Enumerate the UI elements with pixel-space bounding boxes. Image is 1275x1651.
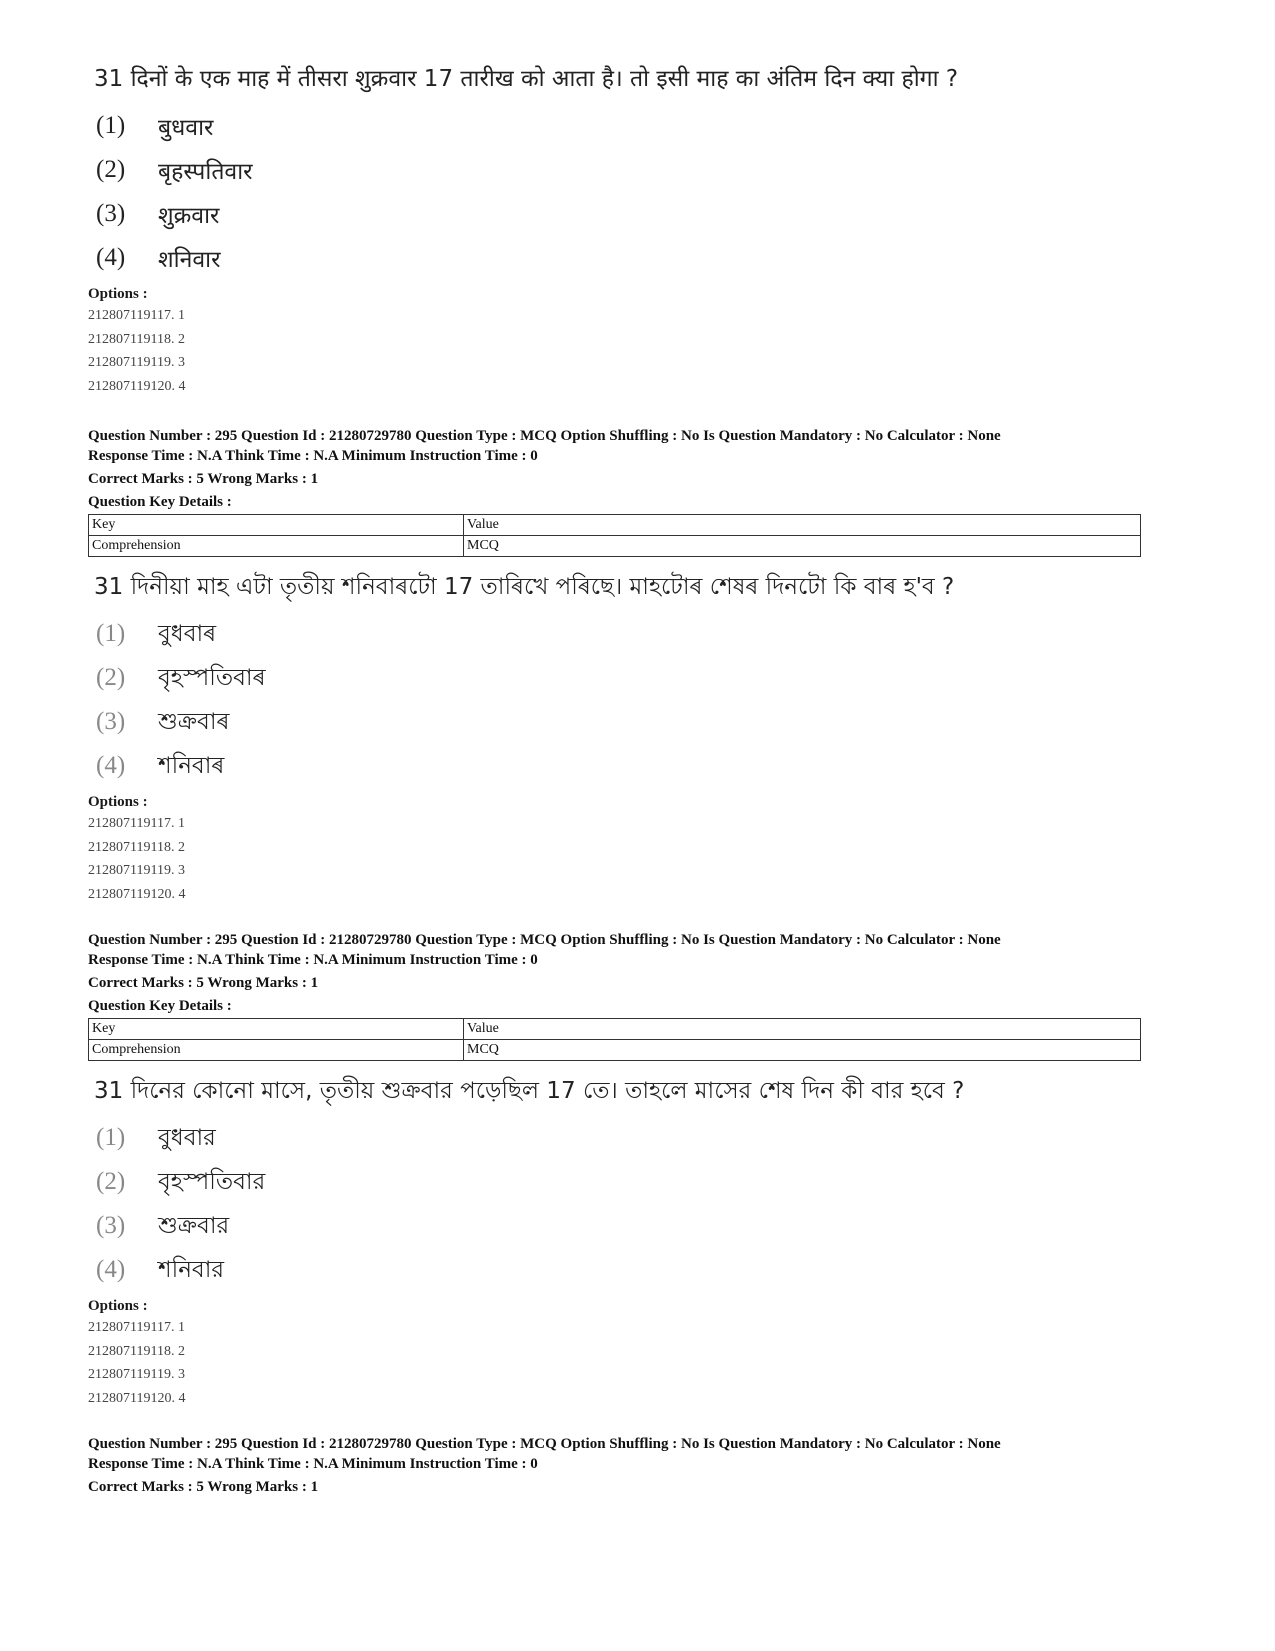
key-details-table xyxy=(88,1018,1141,1061)
option-id: 212807119119. 3 xyxy=(88,1367,185,1382)
option-number: (2) xyxy=(96,664,126,691)
option-2 xyxy=(96,656,1188,700)
option-number: (1) xyxy=(96,620,126,647)
option-number: (1) xyxy=(96,112,126,139)
option-text: শুক্ৰবাৰ xyxy=(158,708,230,735)
option-2 xyxy=(96,1160,1188,1204)
table-cell: Key xyxy=(89,515,464,536)
option-id: 212807119119. 3 xyxy=(88,355,185,370)
meta-line: Question Number : 295 Question Id : 21280729780 Question Type : MCQ Option Shuffling : No Is Question Mandatory : No Calculator : None xyxy=(88,1436,1001,1452)
option-3 xyxy=(96,700,1188,744)
option-3 xyxy=(96,192,1188,236)
option-text: বৃহস্পতিবাৰ xyxy=(158,664,266,691)
option-id: 212807119117. 1 xyxy=(88,1320,185,1335)
table-cell: MCQ xyxy=(464,1040,1141,1061)
table-cell: MCQ xyxy=(464,536,1141,557)
option-number: (1) xyxy=(96,1124,126,1151)
options-label: Options : xyxy=(88,794,148,810)
table-row xyxy=(89,536,1141,557)
question-text: 31 দিনের কোনো মাসে, তৃতীয় শুক্রবার পড়েছিল 17 তে। তাহলে মাসের শেষ দিন কী বার হবে ? xyxy=(94,1078,965,1104)
option-number: (4) xyxy=(96,752,126,779)
option-text: বৃহস্পতিবার xyxy=(158,1168,266,1195)
table-cell: Key xyxy=(89,1019,464,1040)
option-text: শনিবার xyxy=(158,1256,225,1283)
key-details-table xyxy=(88,514,1141,557)
option-text: बृहस्पतिवार xyxy=(158,159,253,185)
option-id: 212807119117. 1 xyxy=(88,816,185,831)
option-number: (3) xyxy=(96,200,126,227)
question-meta xyxy=(88,426,1188,557)
option-1 xyxy=(96,1116,1188,1160)
option-text: বুধবাৰ xyxy=(158,620,217,647)
question-block-assamese xyxy=(88,572,1188,906)
meta-line: Question Key Details : xyxy=(88,494,232,510)
meta-line: Response Time : N.A Think Time : N.A Minimum Instruction Time : 0 xyxy=(88,952,538,968)
option-number: (4) xyxy=(96,244,126,271)
option-id: 212807119120. 4 xyxy=(88,1390,186,1406)
question-block-hindi xyxy=(88,64,1188,398)
option-text: শনিবাৰ xyxy=(158,752,225,779)
table-row xyxy=(89,1019,1141,1040)
option-id: 212807119118. 2 xyxy=(88,839,185,855)
question-text: 31 दिनों के एक माह में तीसरा शुक्रवार 17 तारीख को आता है। तो इसी माह का अंतिम दिन क्या होगा ? xyxy=(94,66,959,92)
meta-line: Correct Marks : 5 Wrong Marks : 1 xyxy=(88,975,319,991)
option-id: 212807119119. 3 xyxy=(88,863,185,878)
option-id: 212807119120. 4 xyxy=(88,886,186,902)
meta-line: Response Time : N.A Think Time : N.A Minimum Instruction Time : 0 xyxy=(88,448,538,464)
option-id: 212807119118. 2 xyxy=(88,1343,185,1359)
option-text: শুক্রবার xyxy=(158,1212,230,1239)
meta-line: Question Number : 295 Question Id : 21280729780 Question Type : MCQ Option Shuffling : No Is Question Mandatory : No Calculator : None xyxy=(88,428,1001,444)
table-cell: Comprehension xyxy=(89,536,464,557)
option-1 xyxy=(96,104,1188,148)
meta-line: Response Time : N.A Think Time : N.A Minimum Instruction Time : 0 xyxy=(88,1456,538,1472)
option-number: (2) xyxy=(96,1168,126,1195)
option-text: शनिवार xyxy=(158,247,221,273)
option-4 xyxy=(96,744,1188,788)
table-row xyxy=(89,1040,1141,1061)
option-4 xyxy=(96,1248,1188,1292)
option-text: बुधवार xyxy=(158,115,214,141)
option-number: (2) xyxy=(96,156,126,183)
table-cell: Value xyxy=(464,1019,1141,1040)
option-1 xyxy=(96,612,1188,656)
option-text: বুধবার xyxy=(158,1124,216,1151)
question-meta xyxy=(88,930,1188,1061)
option-2 xyxy=(96,148,1188,192)
option-id: 212807119118. 2 xyxy=(88,331,185,347)
option-3 xyxy=(96,1204,1188,1248)
meta-line: Correct Marks : 5 Wrong Marks : 1 xyxy=(88,471,319,487)
table-row xyxy=(89,515,1141,536)
table-cell: Comprehension xyxy=(89,1040,464,1061)
option-number: (4) xyxy=(96,1256,126,1283)
option-id: 212807119120. 4 xyxy=(88,378,186,394)
option-4 xyxy=(96,236,1188,280)
options-label: Options : xyxy=(88,1298,148,1314)
table-cell: Value xyxy=(464,515,1141,536)
question-meta xyxy=(88,1434,1188,1497)
meta-line: Correct Marks : 5 Wrong Marks : 1 xyxy=(88,1479,319,1495)
meta-line: Question Key Details : xyxy=(88,998,232,1014)
option-number: (3) xyxy=(96,1212,126,1239)
meta-line: Question Number : 295 Question Id : 21280729780 Question Type : MCQ Option Shuffling : No Is Question Mandatory : No Calculator : None xyxy=(88,932,1001,948)
question-block-bengali xyxy=(88,1076,1188,1410)
option-number: (3) xyxy=(96,708,126,735)
options-label: Options : xyxy=(88,286,148,302)
option-text: शुक्रवार xyxy=(158,203,220,229)
option-id: 212807119117. 1 xyxy=(88,308,185,323)
question-text: 31 দিনীয়া মাহ এটা তৃতীয় শনিবাৰটো 17 তাৰিখে পৰিছে। মাহটোৰ শেষৰ দিনটো কি বাৰ হ'ব ? xyxy=(94,574,955,600)
